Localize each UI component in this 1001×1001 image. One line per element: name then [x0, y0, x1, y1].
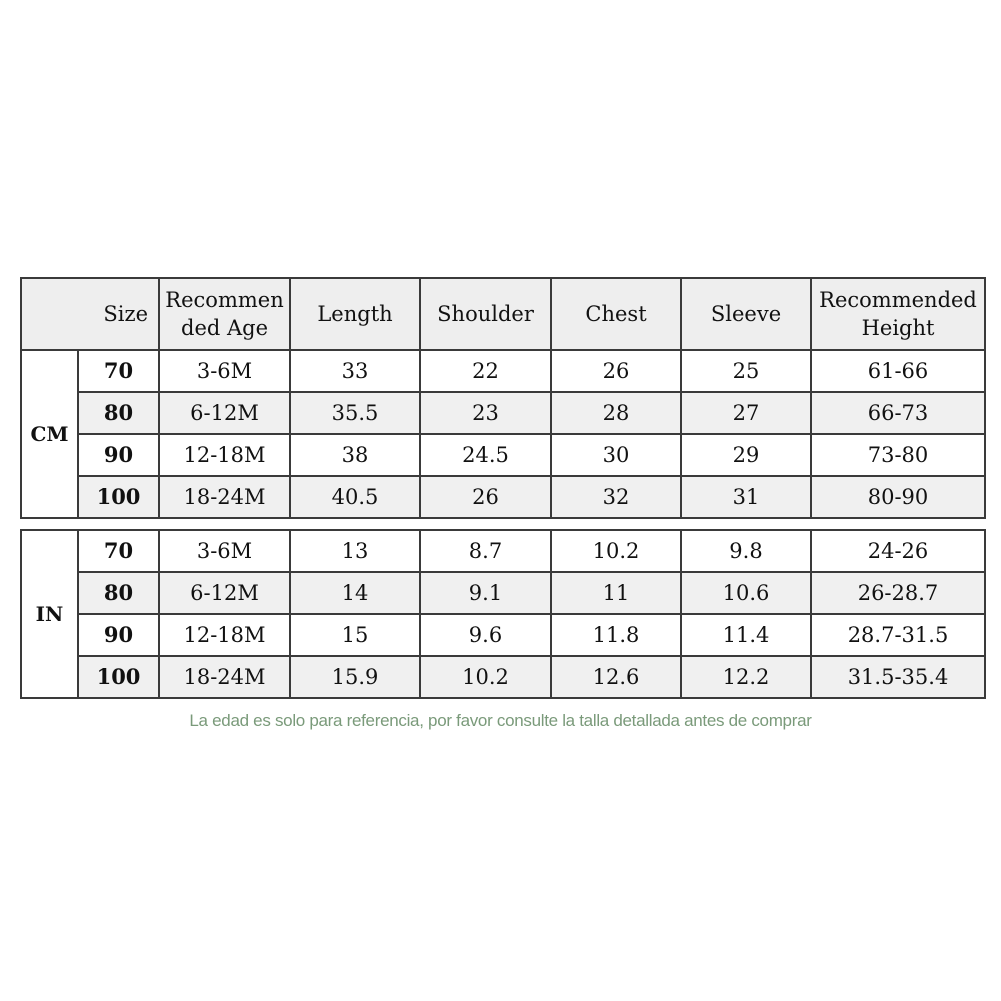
height-cell: 26-28.7 [811, 572, 985, 614]
sleeve-cell: 9.8 [681, 530, 811, 572]
reference-note: La edad es solo para referencia, por favor consulte la talla detallada antes de comprar [189, 711, 812, 730]
length-cell: 15 [290, 614, 420, 656]
age-cell: 6-12M [159, 392, 290, 434]
chest-cell: 26 [551, 350, 681, 392]
chest-cell: 10.2 [551, 530, 681, 572]
age-cell: 6-12M [159, 572, 290, 614]
sleeve-cell: 10.6 [681, 572, 811, 614]
length-cell: 40.5 [290, 476, 420, 518]
length-cell: 15.9 [290, 656, 420, 698]
header-recommended-age: Recommen ded Age [159, 278, 290, 350]
height-cell: 73-80 [811, 434, 985, 476]
header-row [21, 278, 985, 350]
header-size: Size [21, 278, 159, 350]
unit-label-cm: CM [21, 350, 78, 518]
height-cell: 80-90 [811, 476, 985, 518]
sleeve-cell: 12.2 [681, 656, 811, 698]
chest-cell: 28 [551, 392, 681, 434]
age-cell: 3-6M [159, 530, 290, 572]
age-cell: 12-18M [159, 434, 290, 476]
chest-cell: 12.6 [551, 656, 681, 698]
height-cell: 31.5-35.4 [811, 656, 985, 698]
age-cell: 3-6M [159, 350, 290, 392]
sleeve-cell: 29 [681, 434, 811, 476]
age-cell: 18-24M [159, 476, 290, 518]
header-chest: Chest [551, 278, 681, 350]
size-cell: 80 [78, 572, 159, 614]
shoulder-cell: 9.6 [420, 614, 551, 656]
length-cell: 13 [290, 530, 420, 572]
size-cell: 100 [78, 476, 159, 518]
table-row [21, 656, 985, 698]
size-cell: 90 [78, 614, 159, 656]
height-cell: 28.7-31.5 [811, 614, 985, 656]
chest-cell: 11.8 [551, 614, 681, 656]
sleeve-cell: 11.4 [681, 614, 811, 656]
table-row [21, 392, 985, 434]
size-cell: 70 [78, 530, 159, 572]
size-cell: 80 [78, 392, 159, 434]
unit-label-in: IN [21, 530, 78, 698]
header-sleeve: Sleeve [681, 278, 811, 350]
shoulder-cell: 26 [420, 476, 551, 518]
table-row [21, 476, 985, 518]
length-cell: 35.5 [290, 392, 420, 434]
sleeve-cell: 25 [681, 350, 811, 392]
table-row [21, 350, 985, 392]
age-cell: 12-18M [159, 614, 290, 656]
height-cell: 66-73 [811, 392, 985, 434]
size-table-cm [20, 277, 986, 519]
size-cell: 100 [78, 656, 159, 698]
height-cell: 24-26 [811, 530, 985, 572]
shoulder-cell: 9.1 [420, 572, 551, 614]
chest-cell: 11 [551, 572, 681, 614]
size-table-in [20, 529, 986, 699]
sleeve-cell: 31 [681, 476, 811, 518]
chest-cell: 32 [551, 476, 681, 518]
size-cell: 70 [78, 350, 159, 392]
shoulder-cell: 24.5 [420, 434, 551, 476]
table-row [21, 530, 985, 572]
sleeve-cell: 27 [681, 392, 811, 434]
header-length: Length [290, 278, 420, 350]
length-cell: 33 [290, 350, 420, 392]
table-row [21, 434, 985, 476]
shoulder-cell: 23 [420, 392, 551, 434]
shoulder-cell: 22 [420, 350, 551, 392]
shoulder-cell: 10.2 [420, 656, 551, 698]
length-cell: 14 [290, 572, 420, 614]
age-cell: 18-24M [159, 656, 290, 698]
header-recommended-height: Recommended Height [811, 278, 985, 350]
size-cell: 90 [78, 434, 159, 476]
table-row [21, 572, 985, 614]
header-shoulder: Shoulder [420, 278, 551, 350]
chest-cell: 30 [551, 434, 681, 476]
table-row [21, 614, 985, 656]
height-cell: 61-66 [811, 350, 985, 392]
length-cell: 38 [290, 434, 420, 476]
shoulder-cell: 8.7 [420, 530, 551, 572]
